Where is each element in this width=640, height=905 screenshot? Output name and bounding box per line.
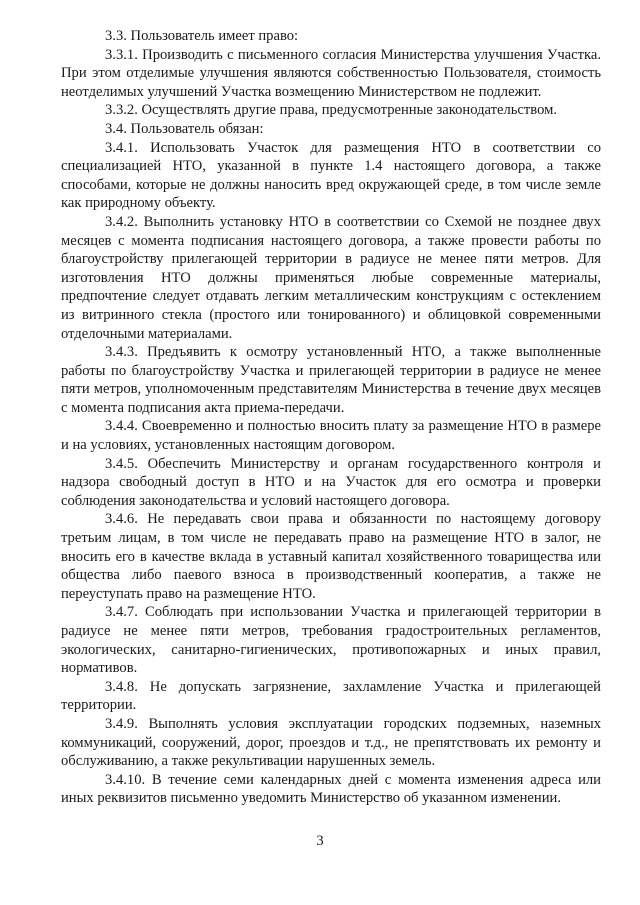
clause-3-4-10: 3.4.10. В течение семи календарных дней с момента изменения адреса или иных реквизитов письменно уведомить Министерство об указанном изменении. xyxy=(61,771,601,807)
clause-3-3: 3.3. Пользователь имеет право: xyxy=(105,28,299,44)
clause-3-4-9: 3.4.9. Выполнять условия эксплуатации городских подземных, наземных коммуникаций, сооружений, дорог, проездов и т.д., не препятствовать их ремонту и обслуживанию, а также рекультивации нарушенных земель. xyxy=(61,715,601,770)
page-number: 3 xyxy=(316,833,324,849)
clause-3-4-7: 3.4.7. Соблюдать при использовании Участка и прилегающей территории в радиусе не менее пяти метров, требования градостроительных регламентов, экологических, санитарно-гигиенических, противопожарных и иных правил, нормативов. xyxy=(61,604,601,677)
clause-3-4: 3.4. Пользователь обязан: xyxy=(105,120,264,137)
clause-3-4-2: 3.4.2. Выполнить установку НТО в соответствии со Схемой не позднее двух месяцев с момента подписания настоящего договора, а также провести работы по благоустройству прилегающей территории в радиусе не менее пяти метров. Для изготовления НТО должны применяться любые современные материалы, предпочтение следует отдавать легким металлическим конструкциям с остеклением из витринного стекла (простого или тонированного) и облицовкой современными отделочными материалами. xyxy=(61,213,601,342)
clause-3-4-6: 3.4.6. Не передавать свои права и обязанности по настоящему договору третьим лицам, в том числе не передавать право на размещение НТО в залог, не вносить его в качестве вклада в уставный капитал хозяйственного товарищества или общества либо паевого взноса в производственный кооператив, а также не переуступать право на размещение НТО. xyxy=(61,511,601,602)
clause-3-4-3: 3.4.3. Предъявить к осмотру установленный НТО, а также выполненные работы по благоустройству Участка и прилегающей территории в радиусе не менее пяти метров, уполномоченным представителям Министерства в течение двух месяцев с момента подписания акта приема-передачи. xyxy=(61,344,601,416)
clause-3-3-2: 3.3.2. Осуществлять другие права, предусмотренные законодательством. xyxy=(105,102,557,119)
document-body xyxy=(61,27,601,808)
clause-3-4-1: 3.4.1. Использовать Участок для размещения НТО в соответствии со специализацией НТО, указанной в пункте 1.4 настоящего договора, а также способами, которые не должны наносить вред окружающей среде, в том числе земле как природному объекту. xyxy=(61,139,601,212)
clause-3-4-4: 3.4.4. Своевременно и полностью вносить плату за размещение НТО в размере и на условиях, установленных настоящим договором. xyxy=(61,418,601,454)
clause-3-4-5: 3.4.5. Обеспечить Министерству и органам государственного контроля и надзора свободный доступ в НТО и на Участок для его осмотра и проверки соблюдения законодательства и условий настоящего договора. xyxy=(61,455,601,509)
clause-3-3-1: 3.3.1. Производить с письменного согласия Министерства улучшения Участка. При этом отделимые улучшения являются собственностью Пользователя, стоимость неотделимых улучшений Участка возмещению Министерством не подлежит. xyxy=(61,46,601,100)
clause-3-4-8: 3.4.8. Не допускать загрязнение, захламление Участка и прилегающей территории. xyxy=(61,678,601,714)
